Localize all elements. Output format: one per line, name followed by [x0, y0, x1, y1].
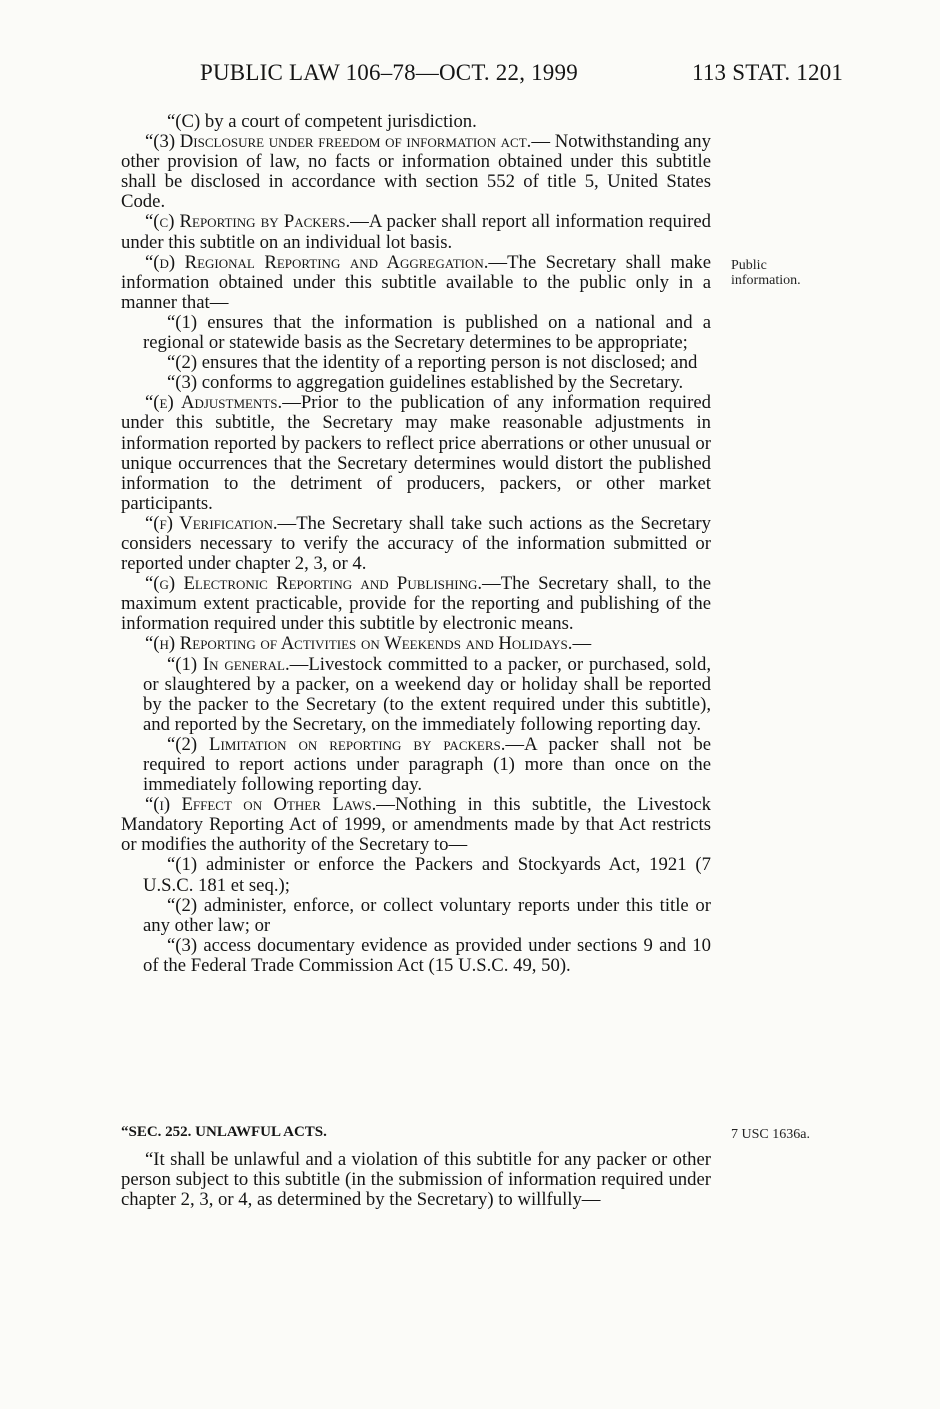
paragraph-g: [121, 574, 711, 634]
heading-d-regional: “(d) Regional Reporting and Aggregation.—: [145, 251, 508, 273]
paragraph-e: [121, 393, 711, 514]
paragraph-h: [121, 634, 711, 654]
body-h2: A packer shall not be required to report actions under paragraph (1) more than once on the immediately following reporting day.: [143, 733, 711, 796]
heading-c-reporting: “(c) Reporting by Packers.—: [145, 211, 369, 233]
heading-h-weekends: “(h) Reporting of Activities on Weekends and Holidays.—: [145, 633, 592, 655]
heading-3-disclosure: “(3) Disclosure under freedom of information act.—: [145, 131, 551, 153]
body-f: The Secretary shall take such actions as the Secretary considers necessary to verify the accuracy of the information submitted or reported under chapter 2, 3, or 4.: [121, 512, 711, 575]
clause-d1: “(1) ensures that the information is published on a national and a regional or statewide basis as the Secretary determines to be appropriate;: [143, 311, 711, 354]
margin-note-line-1: Public: [731, 258, 767, 273]
main-text: [121, 112, 711, 976]
body-d: The Secretary shall make information obtained under this subtitle available to the public only in a manner that—: [121, 251, 711, 313]
body-e: Prior to the publication of any information required under this subtitle, the Secretary may make reasonable adjustments in information reported by packers to reflect price aberrations or other unusual or unique occurrences that the Secretary determines would distort the published information to the detriment of producers, packers, or other market participants.: [121, 392, 711, 514]
clause-i3: “(3) access documentary evidence as provided under sections 9 and 10 of the Federal Trade Commission Act (15 U.S.C. 49, 50).: [143, 934, 711, 976]
heading-h1-general: “(1) In general.—: [167, 653, 309, 675]
paragraph-d: [121, 253, 711, 313]
heading-e-adjustments: “(e) Adjustments.—: [145, 392, 301, 414]
running-header-left: PUBLIC LAW 106–78—OCT. 22, 1999: [200, 60, 578, 85]
body-3: Notwithstanding any other provision of law, no facts or information obtained under this subtitle shall be disclosed in accordance with section 552 of title 5, United States Code.: [121, 131, 711, 213]
paragraph-c: [121, 212, 711, 252]
clause-i2: “(2) administer, enforce, or collect voluntary reports under this title or any other law; or: [143, 894, 711, 936]
section-252-text: [121, 1150, 711, 1210]
heading-h2-limitation: “(2) Limitation on reporting by packers.—: [167, 733, 525, 755]
clause-h2: [121, 735, 711, 795]
body-c: A packer shall report all information required under this subtitle on an individual lot basis.: [121, 211, 711, 253]
section-252-body: “It shall be unlawful and a violation of this subtitle for any packer or other person subject to this subtitle (in the submission of information required under chapter 2, 3, or 4, as determined by the Secretary) to willfully—: [121, 1149, 711, 1211]
paragraph-i: [121, 795, 711, 855]
heading-i-effect: “(i) Effect on Other Laws.—: [145, 794, 395, 816]
margin-note-usc-citation: 7 USC 1636a.: [731, 1127, 810, 1142]
body-g: The Secretary shall, to the maximum extent practicable, provide for the reporting and publishing of the information required under this subtitle by electronic means.: [121, 573, 711, 635]
body-h1: Livestock committed to a packer, or purchased, sold, or slaughtered by a packer, on a weekend day or holiday shall be reported by the packer to the Secretary (to the extent required under this subtitle), and reported by the Secretary, on the immediately following reporting day.: [143, 653, 711, 735]
paragraph-3: [121, 132, 711, 212]
margin-note-public-information: [731, 258, 801, 288]
body-i: Nothing in this subtitle, the Livestock Mandatory Reporting Act of 1999, or amendments made by that Act restricts or modifies the authority of the Secretary to—: [121, 794, 711, 856]
paragraph-f: [121, 514, 711, 574]
clause-c-court: “(C) by a court of competent jurisdiction.: [167, 111, 477, 132]
heading-f-verification: “(f) Verification.—: [145, 512, 297, 534]
clause-h1: [121, 655, 711, 735]
section-252-heading: “SEC. 252. UNLAWFUL ACTS.: [121, 1124, 327, 1140]
clause-d2: “(2) ensures that the identity of a reporting person is not disclosed; and: [167, 352, 698, 374]
clause-d3: “(3) conforms to aggregation guidelines established by the Secretary.: [167, 372, 684, 394]
running-header-right: 113 STAT. 1201: [692, 60, 844, 85]
margin-note-line-2: information.: [731, 273, 801, 288]
heading-g-electronic: “(g) Electronic Reporting and Publishing.—: [145, 573, 501, 595]
clause-i1: “(1) administer or enforce the Packers and Stockyards Act, 1921 (7 U.S.C. 181 et seq.);: [143, 854, 711, 896]
